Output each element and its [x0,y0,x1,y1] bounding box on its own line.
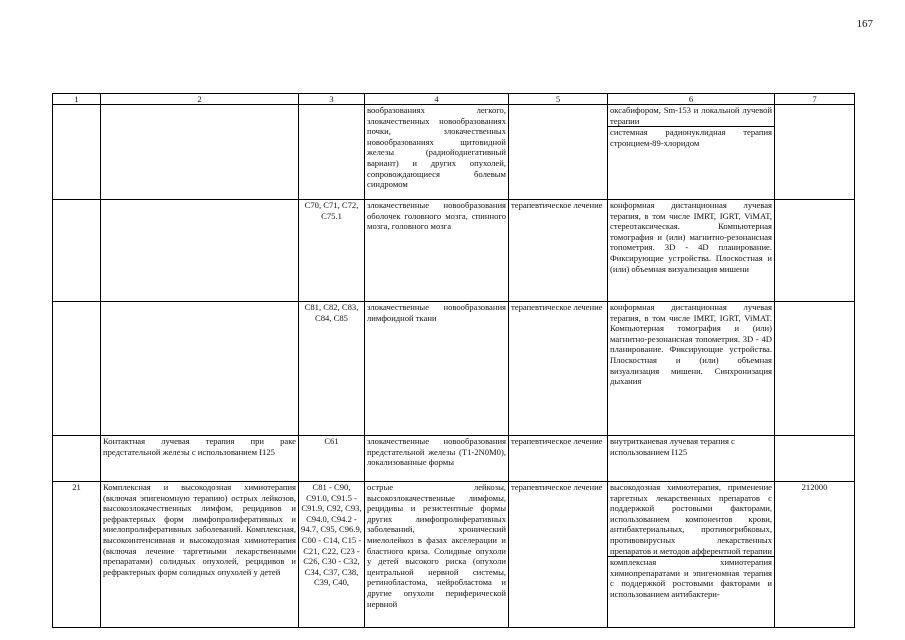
table-row [53,482,855,628]
cell-number [53,302,101,436]
cell-cost [775,436,855,482]
cell-diagnosis: вообразованиях легкого, злокачественных новообразованиях почки, злокачественных новообразованиях щитовидной железы (радиойоднегативный вариант) и других опухолей, сопровождающиеся болевым синдромом [365,105,509,200]
column-number-row [53,94,855,105]
column-number: 2 [101,94,299,105]
cell-method: конформная дистанционная лучевая терапия, в том числе IMRT, IGRT, ViMAT, стереотаксическая. Компьютерная томография и (или) магнитно-резонансная топометрия. 3D - 4D планирование. Фиксирующие устройства. Плоскостная и (или) объемная визуализация мишени [608,200,775,302]
cell-cost: 212000 [775,482,855,628]
cell-cost [775,105,855,200]
cell-procedure [101,200,299,302]
cell-treatment-type: терапевтическое лечение [509,436,608,482]
cell-method: внутритканевая лучевая терапия с использованием I125 [608,436,775,482]
cell-icd-codes: C81 - C90, C91.0, C91.5 - C91.9, C92, C93, C94.0, C94.2 - 94.7, C95, C96.9, C00 - C14, C15 - C21, C22, C23 - C26, C30 - C32, C34, C37, C38, C39, C40, [299,482,365,628]
cell-icd-codes [299,105,365,200]
cell-diagnosis: злокачественные новообразования оболочек головного мозга, спинного мозга, головного мозга [365,200,509,302]
cell-treatment-type: терапевтическое лечение [509,482,608,628]
column-number: 6 [608,94,775,105]
cell-diagnosis: злокачественные новообразования предстательной железы (T1-2N0M0), локализованные формы [365,436,509,482]
table-row [53,200,855,302]
column-number: 4 [365,94,509,105]
cell-icd-codes: C70, C71, C72, C75.1 [299,200,365,302]
method-text: системная радионуклидная терапия стронцием-89-хлоридом [610,127,772,148]
cell-number [53,105,101,200]
column-number: 3 [299,94,365,105]
cell-number [53,436,101,482]
cell-treatment-type: терапевтическое лечение [509,200,608,302]
cell-method [608,482,775,628]
page-number: 167 [856,18,873,30]
method-text: комплексная химиотерапия химиопрепаратами и эпигеномная терапия с поддержкой ростовыми факторами и использованием антибактери- [610,557,772,599]
cell-treatment-type: терапевтическое лечение [509,302,608,436]
cell-treatment-type [509,105,608,200]
medical-procedures-table [52,93,855,628]
cell-procedure: Контактная лучевая терапия при раке предстательной железы с использованием I125 [101,436,299,482]
column-number: 1 [53,94,101,105]
cell-number: 21 [53,482,101,628]
cell-diagnosis: острые лейкозы, высокозлокачественные лимфомы, рецидивы и резистентные формы других лимфопролиферативных заболеваний, хронический миелолейкоз в фазах акселерации и бластного криза. Солидные опухоли у детей высокого риска (опухоли центральной нервной системы, ретинобластома, нейробластома и другие опухоли периферической нервной [365,482,509,628]
table-row [53,436,855,482]
cell-procedure [101,302,299,436]
cell-method [608,105,775,200]
column-number: 5 [509,94,608,105]
method-text: высокодозная химиотерапия, применение таргетных лекарственных препаратов с поддержкой ростовыми факторами, использованием компонентов крови, антибактериальных, противогрибковых, противовирусных лекарственных препаратов и методов афферентной терапии [610,482,772,556]
cell-icd-codes: C81, C82, C83, C84, C85 [299,302,365,436]
table-row [53,105,855,200]
table-row [53,302,855,436]
cell-cost [775,200,855,302]
cell-number [53,200,101,302]
cell-procedure: Комплексная и высокодозная химиотерапия (включая эпигеномную терапию) острых лейкозов, высокозлокачественных лимфом, рецидивов и рефрактерных форм лимфопролиферативных и миелопролиферативных заболеваний. Комплексная, высокоинтенсивная и высокодозная химиотерапия (включая лечение таргетными лекарственными препаратами) солидных опухолей, рецидивов и рефрактерных форм солидных опухолей у детей [101,482,299,628]
cell-cost [775,302,855,436]
cell-icd-codes: C61 [299,436,365,482]
cell-method: конформная дистанционная лучевая терапия, в том числе IMRT, IGRT, ViMAT. Компьютерная томография и (или) магнитно-резонансная топометрия. 3D - 4D планирование. Фиксирующие устройства. Плоскостная и (или) объемная визуализация мишени. Синхронизация дыхания [608,302,775,436]
method-text: оксабифором, Sm-153 и локальной лучевой терапии [610,105,772,126]
cell-diagnosis: злокачественные новообразования лимфоидной ткани [365,302,509,436]
column-number: 7 [775,94,855,105]
cell-procedure [101,105,299,200]
